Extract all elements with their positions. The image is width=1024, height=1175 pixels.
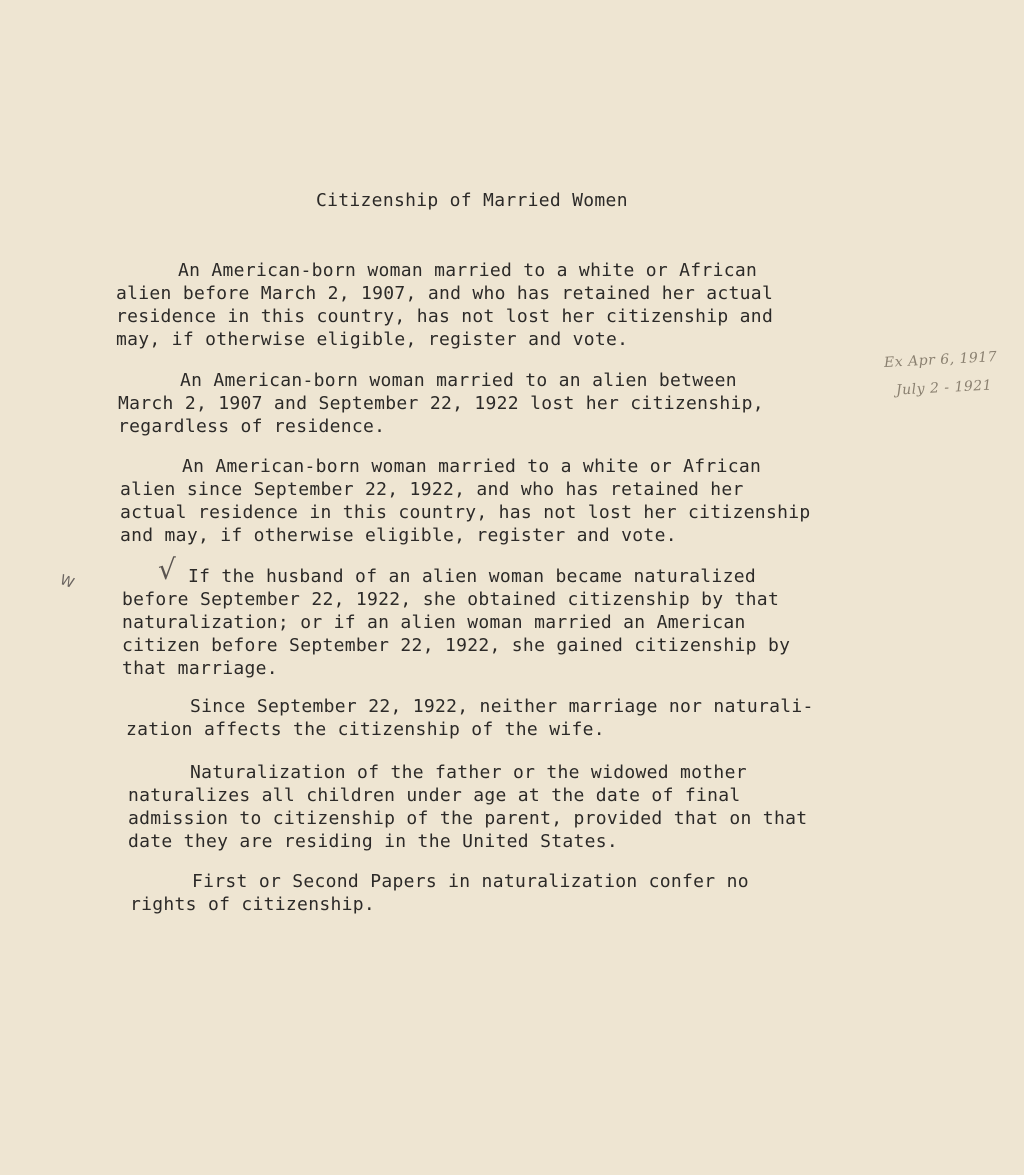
paragraph-line: alien before March 2, 1907, and who has retained her actual <box>116 283 774 304</box>
margin-note-1: Ex Apr 6, 1917 <box>883 349 998 371</box>
paragraph-line: residence in this country, has not lost her citizenship and <box>116 306 774 327</box>
paragraph-line: regardless of residence. <box>118 416 386 437</box>
paragraph-line: First or Second Papers in naturalization confer no <box>192 871 749 892</box>
paragraph-line: zation affects the citizenship of the wife. <box>126 719 605 740</box>
paragraph-line: If the husband of an alien woman became naturalized <box>188 566 756 587</box>
paragraph-line: and may, if otherwise eligible, register and vote. <box>120 525 677 546</box>
paragraph-line: citizen before September 22, 1922, she gained citizenship by <box>122 635 791 656</box>
paragraph-line: actual residence in this country, has not lost her citizenship <box>120 502 811 523</box>
paragraph-line: rights of citizenship. <box>130 894 376 915</box>
paragraph-line: An American-born woman married to an alien between <box>180 370 737 391</box>
paragraph-line: date they are residing in the United States. <box>128 831 619 852</box>
margin-note-2: July 2 - 1921 <box>895 377 993 399</box>
paragraph-line: An American-born woman married to a white or African <box>178 260 758 281</box>
paragraph-line: naturalization; or if an alien woman married an American <box>122 612 746 633</box>
paragraph-line: alien since September 22, 1922, and who has retained her <box>120 479 744 500</box>
paragraph-line: Since September 22, 1922, neither marriage nor naturali- <box>190 696 814 717</box>
paragraph-line: naturalizes all children under age at the date of final <box>128 785 741 806</box>
paragraph-line: An American-born woman married to a white or African <box>182 456 762 477</box>
document-title: Citizenship of Married Women <box>316 190 628 211</box>
margin-mark: W <box>57 572 77 592</box>
paragraph-line: that marriage. <box>122 658 278 679</box>
paragraph-line: admission to citizenship of the parent, provided that on that <box>128 808 808 829</box>
check-mark-icon: √ <box>158 553 176 586</box>
paragraph-line: may, if otherwise eligible, register and vote. <box>116 329 629 350</box>
paragraph-line: March 2, 1907 and September 22, 1922 lost her citizenship, <box>118 393 764 414</box>
paragraph-line: before September 22, 1922, she obtained citizenship by that <box>122 589 780 610</box>
paragraph-line: Naturalization of the father or the widowed mother <box>190 762 747 783</box>
